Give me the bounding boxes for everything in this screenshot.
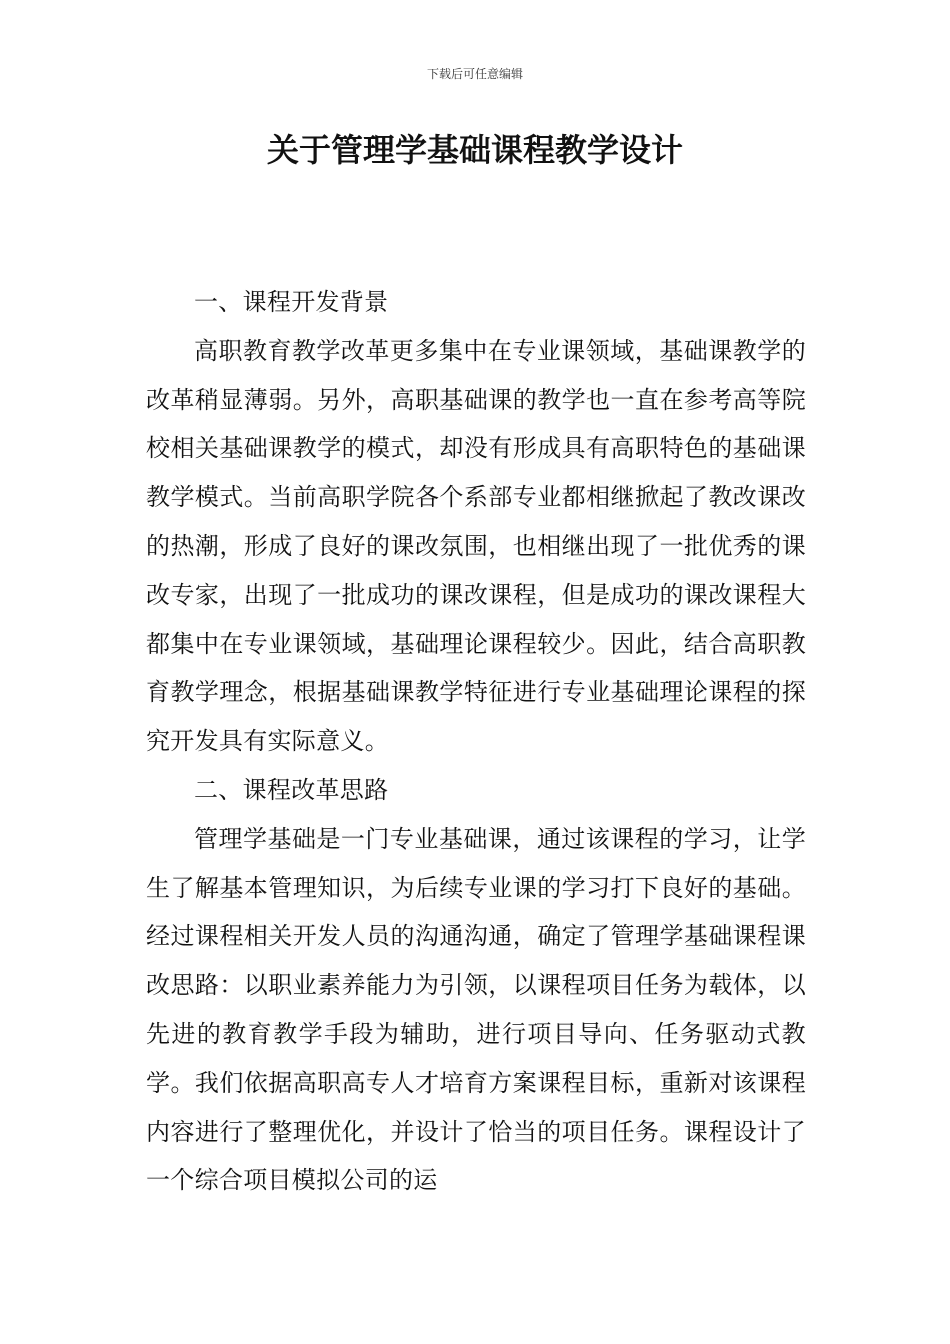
section-heading-background: 一、课程开发背景 [194, 288, 389, 316]
header-note: 下载后可任意编辑 [426, 67, 523, 81]
section-heading-reform-approach: 二、课程改革思路 [194, 775, 389, 804]
document-title: 关于管理学基础课程教学设计 [266, 131, 683, 169]
section-paragraph-reform-approach: 管理学基础是一门专业基础课，通过该课程的学习，让学生了解基本管理知识，为后续专业课的学习打下良好的基础。经过课程相关开发人员的沟通沟通，确定了管理学基础课程课改思路：以职业素养能力为引领，以课程项目任务为载体，以先进的教育教学手段为辅助，进行项目导向、任务驱动式教学。我们依据高职高专人才培育方案课程目标，重新对该课程内容进行了整理优化，并设计了恰当的项目任务。课程设计了一个综合项目模拟公司的运 [146, 824, 806, 1195]
document-body [146, 278, 806, 1205]
section-paragraph-background: 高职教育教学改革更多集中在专业课领域，基础课教学的改革稍显薄弱。另外，高职基础课的教学也一直在参考高等院校相关基础课教学的模式，却没有形成具有高职特色的基础课教学模式。当前高职学院各个系部专业都相继掀起了教改课改的热潮，形成了良好的课改氛围，也相继出现了一批优秀的课改专家，出现了一批成功的课改课程，但是成功的课改课程大都集中在专业课领域，基础理论课程较少。因此，结合高职教育教学理念，根据基础课教学特征进行专业基础理论课程的探究开发具有实际意义。 [146, 336, 806, 756]
